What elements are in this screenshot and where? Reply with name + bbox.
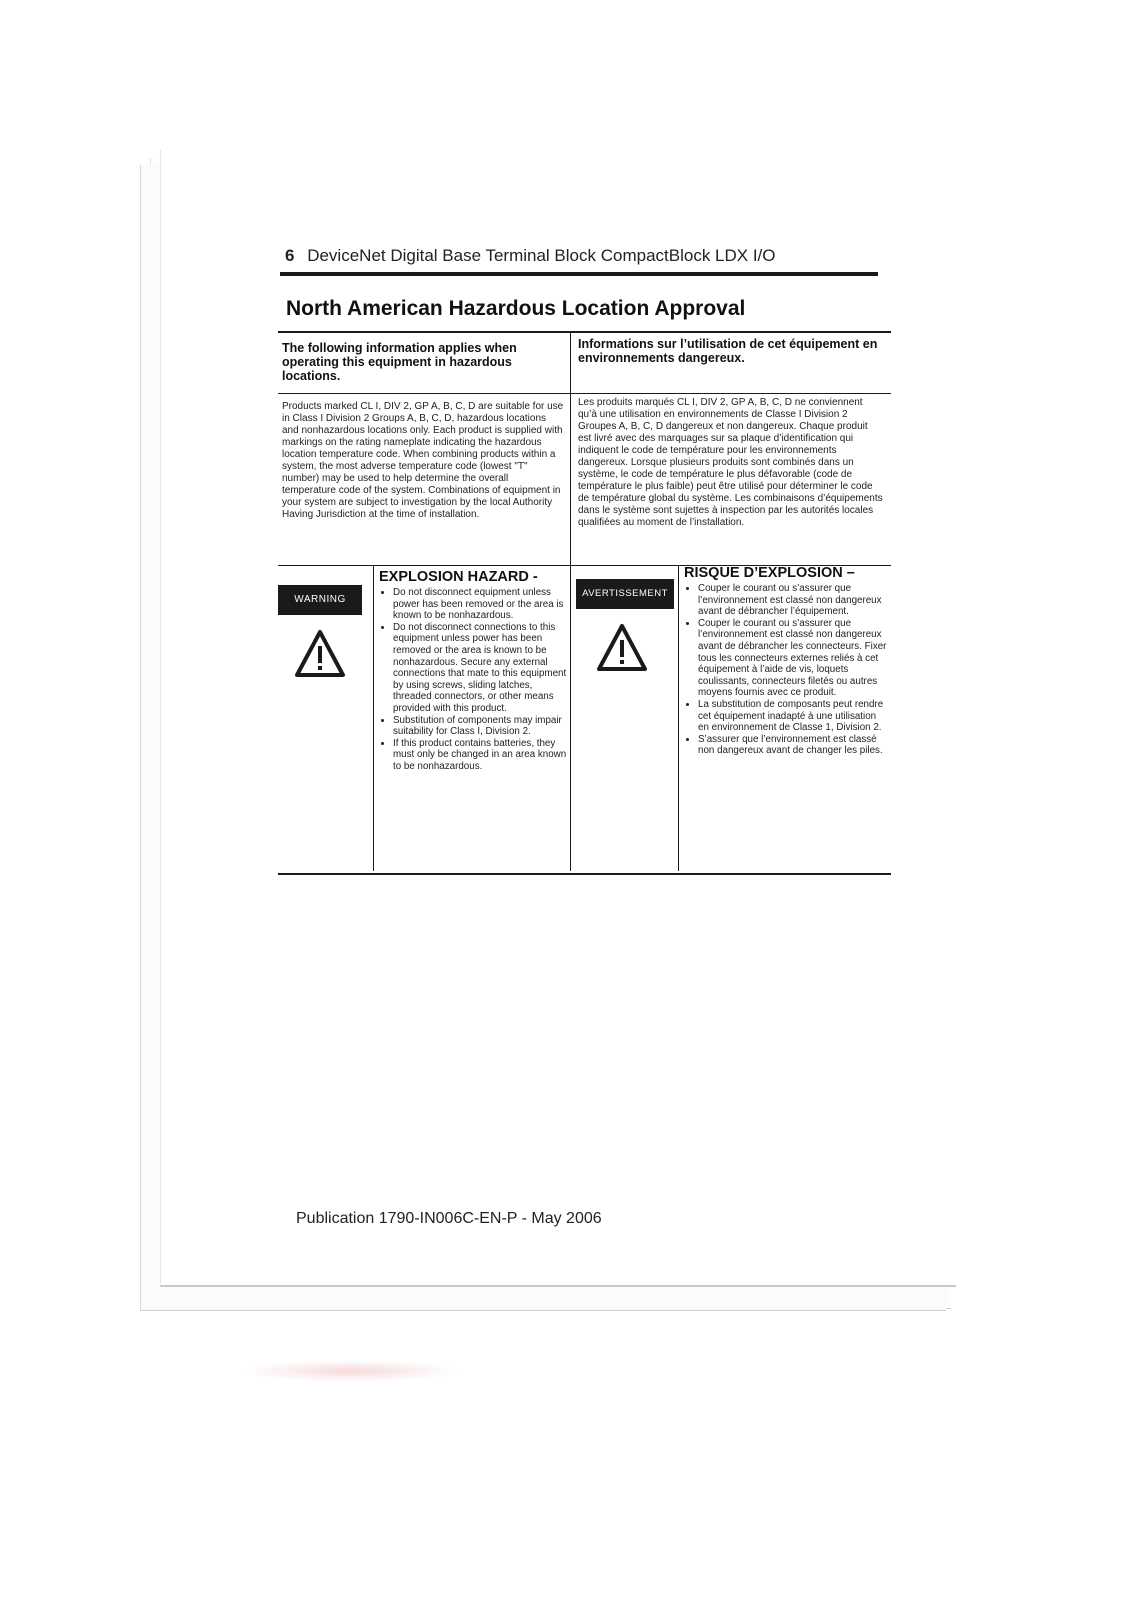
english-body: Products marked CL I, DIV 2, GP A, B, C, D are suitable for use in Class I Division 2 Groups A, B, C, D, hazardous locations and nonhazardous locations only. Each product is supplied with markings on the rating nameplate indicating the hazardous location temperature code. When combining products within a system, the most adverse temperature code (lowest "T" number) may be used to help determine the overall temperature code of the system. Combinations of equipment in your system are subject to investigation by the local Authority Having Jurisdiction at the time of installation. — [282, 401, 564, 520]
page-number: 6 — [285, 246, 295, 265]
warning-triangle-icon — [596, 623, 648, 673]
warning-icon-divider-en — [373, 565, 374, 871]
hazardous-location-table — [278, 331, 891, 875]
page-header — [285, 246, 875, 266]
list-item: • Do not disconnect connections to this equipment unless power has been removed or the area is known to be nonhazardous. Secure any external connections that mate to this equipment by using screws, sliding latches, threaded connectors, or other means provided with this product. — [393, 622, 571, 715]
warning-icon-divider-fr — [678, 565, 679, 871]
list-item: • Couper le courant ou s’assurer que l’environnement est classé non dangereux avant de débrancher l’équipement. — [698, 583, 888, 618]
row-divider-heading — [278, 393, 891, 394]
risque-explosion-title: RISQUE D’EXPLOSION – — [684, 565, 855, 581]
english-heading: The following information applies when operating this equipment in hazardous locations. — [282, 341, 517, 383]
avertissement-badge: AVERTISSEMENT — [576, 579, 674, 609]
french-body: Les produits marqués CL I, DIV 2, GP A, B, C, D ne conviennent qu’à une utilisation en environnements de Classe I Division 2 Groupes A, B, C, D dangereux et non dangereux. Chaque produit est livré avec des marquages sur sa plaque d’identification qui indiquent le code de température pour les environnements dangereux. Lorsque plusieurs produits sont combinés dans un système, le code de température le plus défavorable (code de température le plus faible) peut être utilisé pour déterminer le code de température global du système. Les combinaisons d’équipements dans le système sont sujettes à inspection par les autorités locales qualifiées au moment de l’installation. — [578, 397, 883, 528]
french-heading: Informations sur l’utilisation de cet équipement en environnements dangereux. — [578, 337, 878, 365]
header-rule — [280, 272, 878, 276]
list-item: • S’assurer que l’environnement est classé non dangereux avant de changer les piles. — [698, 734, 888, 757]
document-title: DeviceNet Digital Base Terminal Block CompactBlock LDX I/O — [307, 246, 776, 265]
explosion-hazard-title: EXPLOSION HAZARD - — [379, 569, 538, 585]
list-item: • Do not disconnect equipment unless power has been removed or the area is known to be nonhazardous. — [393, 587, 571, 622]
publication-footer: Publication 1790-IN006C-EN-P - May 2006 — [296, 1210, 602, 1227]
warning-triangle-icon — [294, 629, 346, 679]
french-warning-list — [684, 583, 888, 757]
warning-badge: WARNING — [278, 585, 362, 615]
list-item: • If this product contains batteries, they must only be changed in an area known to be nonhazardous. — [393, 738, 571, 773]
english-warning-list — [379, 587, 571, 773]
list-item: • La substitution de composants peut rendre cet équipement inadapté à une utilisation en environnement de Classe 1, Division 2. — [698, 699, 888, 734]
section-title: North American Hazardous Location Approval — [286, 297, 746, 320]
list-item: • Substitution of components may impair suitability for Class I, Division 2. — [393, 715, 571, 738]
paper-stain — [240, 1360, 460, 1382]
list-item: • Couper le courant ou s’assurer que l’environnement est classé non dangereux avant de débrancher les connecteurs. Fixer tous les connecteurs externes reliés à cet équipement à l’aide de vis, loquets coulissants, connecteurs filetés ou autres moyens fournis avec ce produit. — [698, 618, 888, 699]
